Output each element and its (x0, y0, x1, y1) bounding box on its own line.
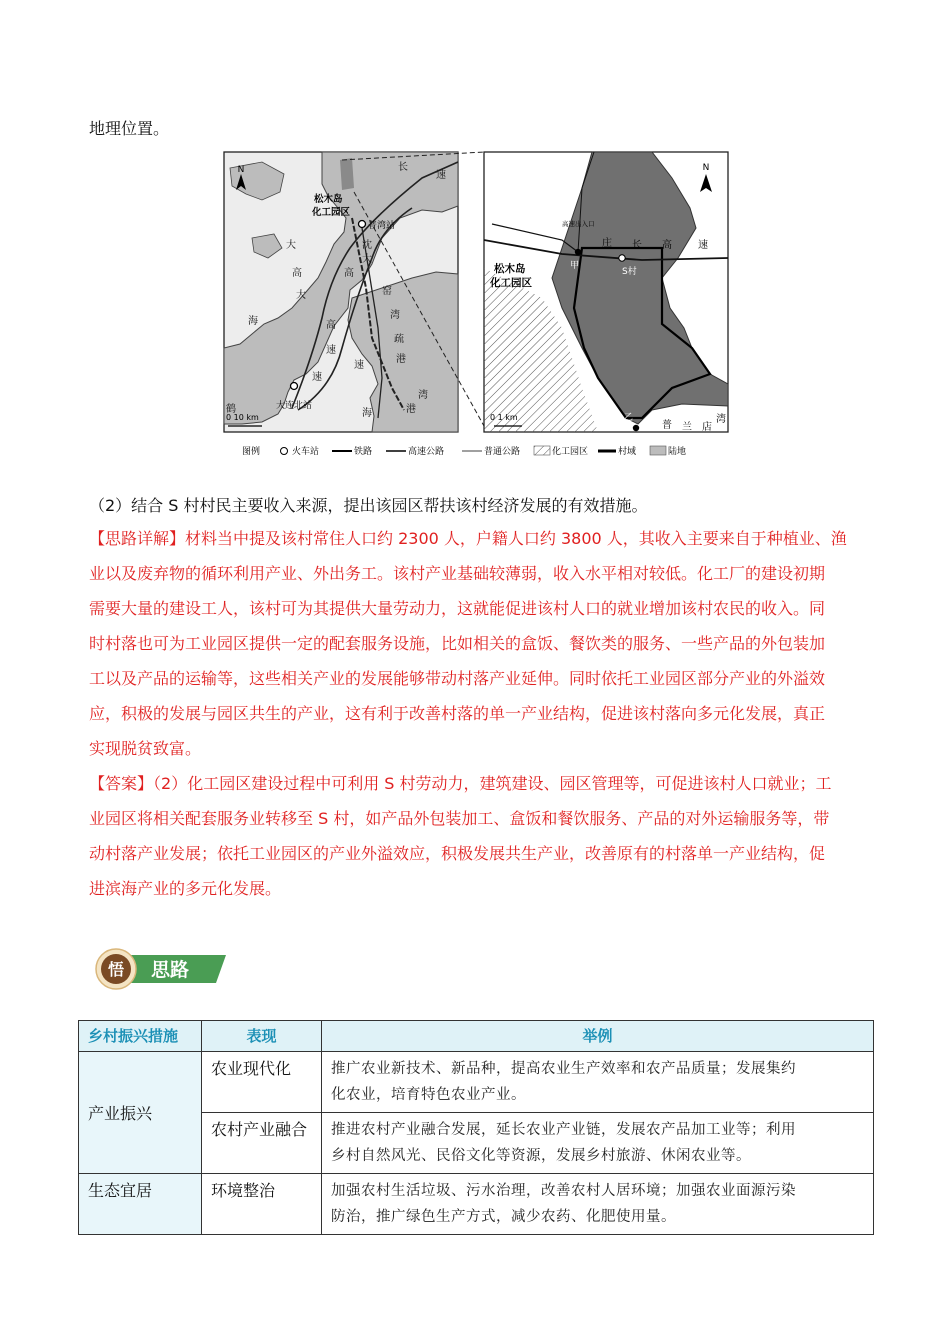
right-village-label: S村 (622, 267, 637, 277)
svg-text:速: 速 (326, 345, 336, 356)
table-cell-category: 生态宜居 (79, 1174, 202, 1235)
table-cell-example: 推广农业新技术、新品种，提高农业生产效率和农产品质量；发展集约 化农业，培育特色农业产业。 (322, 1052, 874, 1113)
svg-text:化工园区: 化工园区 (552, 447, 589, 457)
svg-text:火车站: 火车站 (292, 447, 320, 457)
svg-text:高: 高 (292, 268, 302, 279)
table-cell-category: 产业振兴 (79, 1052, 202, 1174)
svg-text:鹤: 鹤 (226, 404, 236, 415)
svg-text:庄: 庄 (602, 238, 612, 249)
svg-text:长: 长 (398, 162, 408, 173)
right-scale: 0 1 km (490, 413, 518, 422)
analysis-line-6: 应，积极的发展与园区共生的产业，这有利于改善村落的单一产业结构，促进该村落向多元化发展，真正 (89, 704, 826, 723)
svg-text:高: 高 (326, 320, 336, 331)
svg-text:速: 速 (354, 360, 364, 371)
svg-text:速: 速 (312, 372, 322, 383)
question-text: （2）结合 S 村村民主要收入来源，提出该园区帮扶该村经济发展的有效措施。 (89, 496, 648, 515)
right-exit-label: 高速出入口 (562, 220, 595, 228)
right-point-jia: 甲 (570, 261, 580, 271)
left-park-label-2: 化工园区 (312, 207, 351, 218)
svg-text:湾: 湾 (716, 414, 726, 425)
analysis-line-2: 业以及废弃物的循环利用产业、外出务工。该村产业基础较薄弱，收入水平相对较低。化工厂的建设初期 (89, 564, 826, 583)
left-map (224, 152, 458, 432)
svg-text:陆地: 陆地 (668, 447, 687, 457)
table-cell-measure: 农村产业融合 (202, 1113, 322, 1174)
svg-text:速: 速 (436, 170, 446, 181)
top-line: 地理位置。 (89, 119, 170, 138)
left-scale: 0 10 km (226, 413, 259, 422)
svg-text:铁路: 铁路 (354, 447, 373, 457)
answer-line-1: 【答案】（2）化工园区建设过程中可利用 S 村劳动力，建筑建设、园区管理等，可促进该村人口就业；工 (89, 774, 832, 793)
analysis-line-1: 【思路详解】材料当中提及该村常住人口约 2300 人，户籍人口约 3800 人，其收入主要来自于种植业、渔 (89, 529, 847, 548)
svg-text:图例: 图例 (242, 447, 261, 457)
right-map (484, 152, 728, 433)
left-station-dalian-north: 大连北站 (276, 401, 313, 411)
table-header-example: 举例 (322, 1021, 874, 1052)
svg-text:窑: 窑 (382, 286, 392, 297)
answer-line-2: 业园区将相关配套服务业转移至 S 村，如产品外包装加工、盒饭和餐饮服务、产品的对外运输服务等，带 (89, 809, 830, 828)
right-north-label: N (702, 163, 710, 173)
table-header-category: 乡村振兴措施 (79, 1021, 202, 1052)
analysis-label: 【思路详解】 (89, 529, 186, 548)
right-park-label-2: 化工园区 (490, 277, 532, 289)
svg-text:湾: 湾 (418, 390, 428, 401)
svg-text:长: 长 (632, 240, 642, 251)
svg-text:普: 普 (662, 420, 672, 431)
svg-text:大: 大 (296, 290, 306, 301)
svg-text:大: 大 (362, 254, 372, 265)
analysis-line-7: 实现脱贫致富。 (89, 739, 202, 758)
svg-text:高速公路: 高速公路 (408, 447, 445, 457)
left-station-puwan: 普湾站 (368, 221, 396, 231)
table-cell-measure: 环境整治 (202, 1174, 322, 1235)
table-cell-example: 推进农村产业融合发展，延长农业产业链，发展农产品加工业等；利用 乡村自然风光、民俗文化等资源，发展乡村旅游、休闲农业等。 (322, 1113, 874, 1174)
map-legend (242, 445, 686, 457)
svg-text:港: 港 (396, 354, 406, 365)
svg-text:兰: 兰 (682, 422, 692, 433)
section-banner (94, 947, 234, 991)
svg-text:湾: 湾 (390, 310, 400, 321)
svg-text:海: 海 (362, 408, 372, 419)
right-park-label-1: 松木岛 (494, 263, 526, 275)
svg-text:大: 大 (286, 240, 296, 251)
svg-text:普通公路: 普通公路 (484, 447, 521, 457)
svg-text:高: 高 (344, 268, 354, 279)
svg-text:港: 港 (406, 404, 416, 415)
left-north-label: N (237, 165, 245, 175)
table-header-measure: 表现 (202, 1021, 322, 1052)
right-point-yi: 乙 (624, 413, 634, 423)
table-cell-example: 加强农村生活垃圾、污水治理，改善农村人居环境；加强农业面源污染 防治，推广绿色生产方式，减少农药、化肥使用量。 (322, 1174, 874, 1235)
svg-text:店: 店 (702, 422, 712, 433)
svg-text:高: 高 (662, 240, 672, 251)
analysis-line-3: 需要大量的建设工人，该村可为其提供大量劳动力，这就能促进该村人口的就业增加该村农民的收入。同 (89, 599, 826, 618)
location-map-figure (222, 148, 730, 466)
svg-text:沈: 沈 (362, 240, 372, 251)
answer-line-3: 动村落产业发展；依托工业园区的产业外溢效应，积极发展共生产业，改善原有的村落单一产业结构，促 (89, 844, 826, 863)
measures-table (78, 1020, 874, 1235)
svg-text:速: 速 (698, 240, 708, 251)
table-row (79, 1174, 874, 1235)
left-park-label-1: 松木岛 (314, 194, 343, 205)
section-badge-char: 悟 (107, 960, 125, 979)
svg-text:疏: 疏 (394, 334, 404, 345)
table-header-row (79, 1021, 874, 1052)
table-row (79, 1052, 874, 1113)
answer-label: 【答案】 (89, 774, 154, 793)
analysis-line-4: 时村落也可为工业园区提供一定的配套服务设施，比如相关的盒饭、餐饮类的服务、一些产品的外包装加 (89, 634, 826, 653)
svg-text:村域: 村域 (618, 447, 637, 457)
svg-text:海: 海 (248, 316, 258, 327)
analysis-line-5: 工以及产品的运输等，这些相关产业的发展能够带动村落产业延伸。同时依托工业园区部分产业的外溢效 (89, 669, 826, 688)
table-cell-measure: 农业现代化 (202, 1052, 322, 1113)
section-title: 思路 (150, 959, 190, 981)
answer-line-4: 进滨海产业的多元化发展。 (89, 879, 282, 898)
